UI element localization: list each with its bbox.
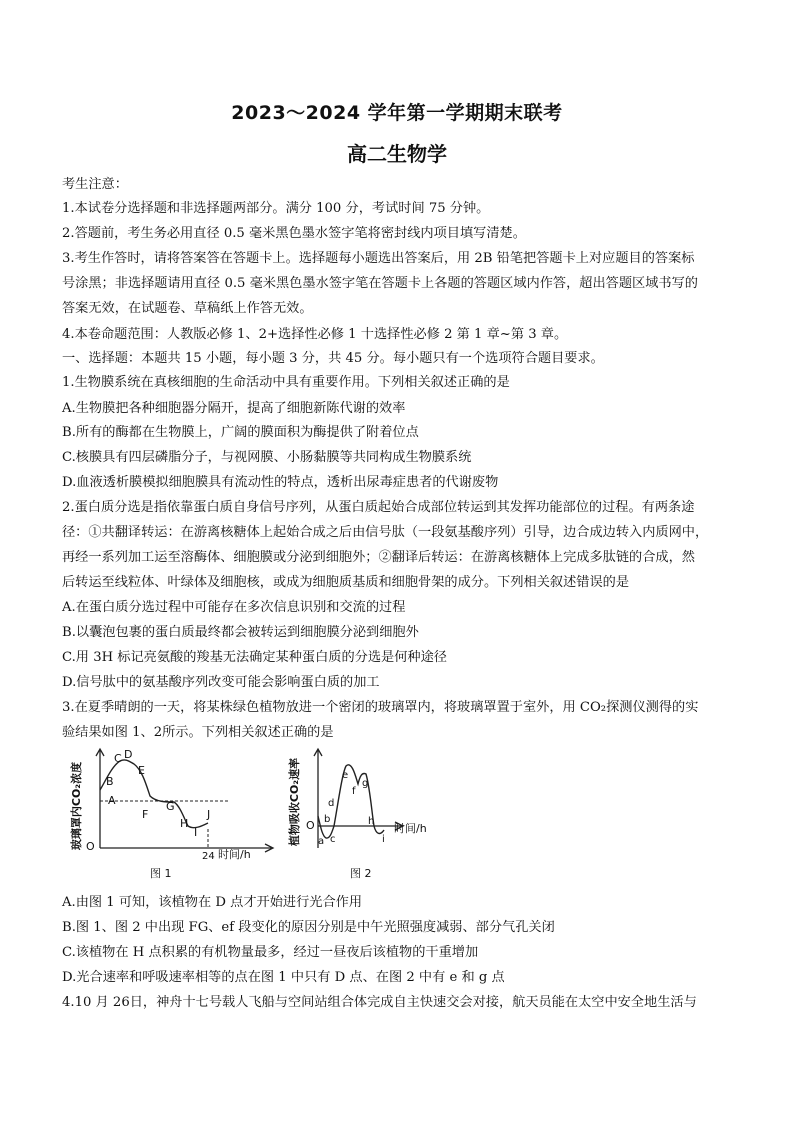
section-heading: 一、选择题：本题共 15 小题，每小题 3 分，共 45 分。每小题只有一个选项符合题目要求。 [62,351,604,366]
fig2-caption: 图 2 [350,867,372,880]
fig1-point-g: G [166,800,175,813]
q2-stem-line-2: 径：①共翻译转运：在游离核糖体上起始合成之后由信号肽（一段氨基酸序列）引导，边合成边转入内质网中， [62,525,709,540]
fig1-point-j: J [207,808,211,821]
notice-heading: 考生注意： [62,177,128,192]
fig2-point-a: a [318,836,325,847]
fig2-origin: O [306,819,315,832]
fig1-point-d: D [124,748,133,761]
notice-item-3-line-3: 答案无效，在试题卷、草稿纸上作答无效。 [62,301,313,316]
q3-figures-svg [62,744,442,888]
fig2-point-c: c [330,834,336,845]
notice-item-4: 4.本卷命题范围：人教版必修 1、2+选择性必修 1 十选择性必修 2 第 1 章~第 3 章。 [62,327,568,342]
fig2-x-label: 时间/h [394,822,427,835]
figure-1 [69,748,273,880]
figure-2 [287,749,427,880]
fig1-point-c: C [114,752,122,765]
q3-figures [62,744,442,888]
exam-subject: 高二生物学 [347,142,447,166]
fig2-point-b: b [324,814,331,825]
notice-item-3-line-1: 3.考生作答时，请将答案答在答题卡上。选择题每小题选出答案后，用 2B 铅笔把答题卡上对应题目的答案标 [62,251,695,266]
q3-option-c: C.该植物在 H 点积累的有机物量最多，经过一昼夜后该植物的干重增加 [62,945,479,960]
fig1-y-label: 玻璃罩内CO₂浓度 [70,761,83,851]
q2-option-b: B.以囊泡包裹的蛋白质最终都会被转运到细胞膜分泌到细胞外 [62,625,419,640]
q2-option-a: A.在蛋白质分选过程中可能存在多次信息识别和交流的过程 [62,600,406,615]
q1-stem: 1.生物膜系统在真核细胞的生命活动中具有重要作用。下列相关叙述正确的是 [62,375,510,390]
q3-option-d: D.光合速率和呼吸速率相等的点在图 1 中只有 D 点、在图 2 中有 e 和 g 点 [62,970,505,985]
fig2-point-g: g [362,778,369,789]
q3-stem-line-2: 验结果如图 1、2所示。下列相关叙述正确的是 [62,725,334,740]
fig1-point-a: A [108,794,116,807]
notice-item-1: 1.本试卷分选择题和非选择题两部分。满分 100 分，考试时间 75 分钟。 [62,201,490,216]
notice-item-2: 2.答题前，考生务必用直径 0.5 毫米黑色墨水签字笔将密封线内项目填写清楚。 [62,226,526,241]
q1-option-d: D.血液透析膜模拟细胞膜具有流动性的特点，透析出尿毒症患者的代谢废物 [62,475,499,490]
fig1-x-label: 时间/h [218,848,251,861]
q1-option-c: C.核膜具有四层磷脂分子，与视网膜、小肠黏膜等共同构成生物膜系统 [62,450,472,465]
fig1-point-i: I [194,826,198,839]
q3-option-b: B.图 1、图 2 中出现 FG、ef 段变化的原因分别是中午光照强度减弱、部分气孔关闭 [62,920,555,935]
fig2-point-i: i [382,834,385,845]
fig1-tick-24: 24 [202,851,215,862]
fig1-caption: 图 1 [150,867,172,880]
fig1-origin: O [86,840,95,853]
notice-item-3-line-2: 号涂黑；非选择题请用直径 0.5 毫米黑色墨水签字笔在答题卡上各题的答题区域内作答，超出答题区域书写的 [62,276,698,291]
q4-stem: 4.10 月 26日，神舟十七号载人飞船与空间站组合体完成自主快速交会对接，航天员能在太空中安全地生活与 [62,995,697,1010]
fig2-point-e: e [342,770,349,781]
fig1-point-e: E [138,764,145,777]
q3-stem-line-1: 3.在夏季晴朗的一天，将某株绿色植物放进一个密闭的玻璃罩内，将玻璃罩置于室外，用 CO₂探测仪测得的实 [62,700,699,715]
fig2-y-label: 植物吸收CO₂速率 [288,757,301,847]
fig2-point-f: f [352,786,356,797]
fig1-point-b: B [106,775,114,788]
q2-option-d: D.信号肽中的氨基酸序列改变可能会影响蛋白质的加工 [62,675,380,690]
exam-title: 2023～2024 学年第一学期期末联考 [231,102,563,124]
q1-option-a: A.生物膜把各种细胞器分隔开，提高了细胞新陈代谢的效率 [62,401,406,416]
q3-option-a: A.由图 1 可知，该植物在 D 点才开始进行光合作用 [62,895,363,910]
q2-option-c: C.用 3H 标记亮氨酸的羧基无法确定某种蛋白质的分选是何种途径 [62,650,447,665]
fig2-point-d: d [328,798,335,809]
q2-stem-line-1: 2.蛋白质分选是指依靠蛋白质自身信号序列，从蛋白质起始合成部位转运到其发挥功能部位的过程。有两条途 [62,500,695,515]
fig1-curve [100,760,211,828]
q2-stem-line-3: 再经一系列加工运至溶酶体、细胞膜或分泌到细胞外；②翻译后转运：在游离核糖体上完成多肽链的合成，然 [62,550,695,565]
fig1-point-f: F [142,808,149,821]
q2-stem-line-4: 后转运至线粒体、叶绿体及细胞核，或成为细胞质基质和细胞骨架的成分。下列相关叙述错误的是 [62,575,630,590]
fig2-point-h: h [368,816,375,827]
fig1-point-h: H [180,817,189,830]
q1-option-b: B.所有的酶都在生物膜上，广阔的膜面积为酶提供了附着位点 [62,425,419,440]
